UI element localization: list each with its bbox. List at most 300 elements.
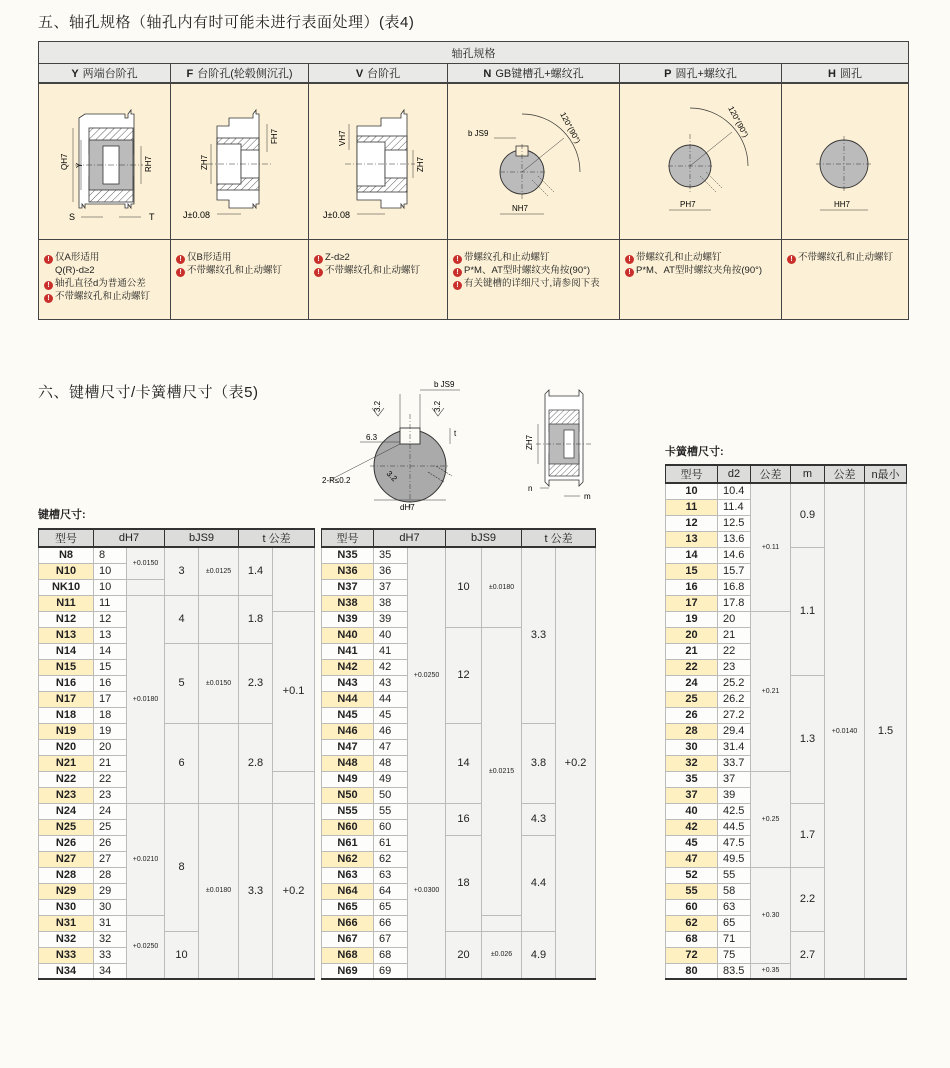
d-value: 11 (94, 595, 127, 611)
t-tolerance: +0.2 (556, 547, 596, 979)
model-cell: N35 (322, 547, 374, 563)
model-cell: 80 (666, 963, 718, 979)
model-cell: 45 (666, 835, 718, 851)
d6-r32c: 3.2 (384, 469, 399, 484)
d2-value: 25.2 (718, 675, 751, 691)
table-row (322, 931, 596, 947)
d-value: 21 (94, 755, 127, 771)
v-j-label: J±0.08 (323, 209, 350, 220)
b-value: 10 (165, 931, 199, 979)
model-cell: N39 (322, 611, 374, 627)
diagram-y (39, 83, 171, 240)
bore-type-name: GB键槽孔+螺纹孔 (495, 67, 584, 80)
table-row (666, 483, 907, 499)
note-text: 不带螺纹孔和止动螺钉 (55, 290, 151, 302)
note-text: 仅B形适用 (187, 251, 232, 263)
d2-value: 21 (718, 627, 751, 643)
note-line (453, 264, 616, 277)
diagram-v (309, 83, 448, 240)
bore-type-name: 圆孔+螺纹孔 (675, 67, 737, 80)
warning-icon: ! (625, 268, 634, 277)
d-tolerance: +0.0250 (127, 915, 165, 979)
diagram-f (171, 83, 309, 240)
keyway-table-left (38, 528, 315, 980)
model-cell: N18 (39, 707, 94, 723)
v-vh-label: VH7 (338, 129, 347, 146)
bore-type-code: N (483, 67, 492, 80)
note-line (787, 251, 905, 264)
note-text: 不带螺纹孔和止动螺钉 (187, 264, 283, 276)
d2-tolerance: +0.21 (751, 611, 791, 771)
b-tolerance (199, 723, 239, 803)
bore-type-code: H (828, 67, 836, 80)
table-row (322, 835, 596, 851)
model-cell: N64 (322, 883, 374, 899)
b-tolerance (199, 595, 239, 643)
column-header: dH7 (94, 529, 165, 547)
d6-n: n (528, 484, 533, 493)
note-line (314, 264, 444, 277)
b-value: 8 (165, 803, 199, 931)
model-cell: 22 (666, 659, 718, 675)
column-header: n最小 (865, 465, 907, 483)
note-text: 轴孔直径d为普通公差 (55, 277, 146, 289)
model-cell: 32 (666, 755, 718, 771)
d-value: 40 (374, 627, 408, 643)
t-value: 4.3 (522, 803, 556, 835)
bore-type-name: 两端台阶孔 (82, 67, 138, 80)
d-value: 27 (94, 851, 127, 867)
column-header: bJS9 (446, 529, 522, 547)
bore-type-code: F (186, 67, 194, 80)
d-value: 44 (374, 691, 408, 707)
t-tolerance: +0.2 (273, 803, 315, 979)
d-value: 45 (374, 707, 408, 723)
model-cell: 24 (666, 675, 718, 691)
note-line (625, 251, 778, 264)
bore-notes-p (620, 239, 782, 319)
warning-icon: ! (44, 255, 53, 264)
t-value: 3.3 (522, 547, 556, 723)
model-cell: N14 (39, 643, 94, 659)
model-cell: N65 (322, 899, 374, 915)
note-line (44, 290, 167, 303)
d-value: 14 (94, 643, 127, 659)
d-value: 50 (374, 787, 408, 803)
table-row (322, 547, 596, 563)
model-cell: 55 (666, 883, 718, 899)
table-row (322, 723, 596, 739)
p-angle-label: 120°(90°) (725, 104, 750, 139)
model-cell: N41 (322, 643, 374, 659)
b-tolerance: ±0.0125 (199, 547, 239, 595)
m-value: 2.2 (791, 867, 825, 931)
b-tolerance: ±0.026 (482, 931, 522, 979)
model-cell: N19 (39, 723, 94, 739)
model-cell: 30 (666, 739, 718, 755)
d2-value: 15.7 (718, 563, 751, 579)
model-cell: N10 (39, 563, 94, 579)
d-tolerance: +0.0210 (127, 803, 165, 915)
bore-type-code: P (664, 67, 672, 80)
d2-tolerance: +0.11 (751, 483, 791, 611)
column-header: 型号 (322, 529, 374, 547)
y-s-label: S (68, 211, 75, 222)
d-value: 32 (94, 931, 127, 947)
model-cell: N23 (39, 787, 94, 803)
column-header: d2 (718, 465, 751, 483)
note-text: Z-d≥2 (325, 251, 350, 263)
t-value: 1.4 (239, 547, 273, 595)
d2-value: 47.5 (718, 835, 751, 851)
v-z-label: ZH7 (416, 156, 425, 172)
model-cell: N29 (39, 883, 94, 899)
warning-icon: ! (314, 268, 323, 277)
warning-icon: ! (453, 281, 462, 290)
section5-title: 五、轴孔规格（轴孔内有时可能未进行表面处理）(表4) (38, 14, 415, 31)
table-row (39, 803, 315, 819)
n-angle-label: 120°(90°) (557, 110, 582, 145)
y-r-label: RH7 (143, 155, 153, 172)
model-cell: 60 (666, 899, 718, 915)
bore-type-n (448, 64, 620, 83)
m-value: 2.7 (791, 931, 825, 979)
model-cell: N31 (39, 915, 94, 931)
model-cell: N68 (322, 947, 374, 963)
column-header: t 公差 (239, 529, 315, 547)
d-value: 38 (374, 595, 408, 611)
y-y-label: Y (74, 162, 84, 168)
warning-icon: ! (176, 255, 185, 264)
d2-value: 14.6 (718, 547, 751, 563)
d-value: 31 (94, 915, 127, 931)
model-cell: 28 (666, 723, 718, 739)
model-cell: N67 (322, 931, 374, 947)
diagram-n (448, 83, 620, 240)
d2-value: 29.4 (718, 723, 751, 739)
model-cell: N11 (39, 595, 94, 611)
y-q-label: QH7 (59, 153, 69, 170)
d2-value: 71 (718, 931, 751, 947)
b-value: 5 (165, 643, 199, 723)
d-value: 43 (374, 675, 408, 691)
d2-value: 44.5 (718, 819, 751, 835)
n-b-label: b JS9 (467, 128, 488, 138)
d2-value: 17.8 (718, 595, 751, 611)
bore-notes-f (171, 239, 309, 319)
model-cell: N40 (322, 627, 374, 643)
model-cell: N66 (322, 915, 374, 931)
model-cell: 10 (666, 483, 718, 499)
y-t-label: T (148, 211, 154, 222)
d-tolerance: +0.0180 (127, 595, 165, 803)
b-value: 18 (446, 835, 482, 931)
d-value: 18 (94, 707, 127, 723)
model-cell: 52 (666, 867, 718, 883)
d-value: 23 (94, 787, 127, 803)
t-value: 1.8 (239, 595, 273, 643)
model-cell: N49 (322, 771, 374, 787)
d-value: 22 (94, 771, 127, 787)
d2-value: 55 (718, 867, 751, 883)
note-line (453, 277, 616, 290)
model-cell: N43 (322, 675, 374, 691)
b-value: 4 (165, 595, 199, 643)
column-header: m (791, 465, 825, 483)
b-tolerance: ±0.0180 (199, 803, 239, 979)
table-row (39, 547, 315, 563)
note-line (625, 264, 778, 277)
column-header: t 公差 (522, 529, 596, 547)
note-text: 带螺纹孔和止动螺钉 (636, 251, 722, 263)
d-value: 26 (94, 835, 127, 851)
d-value: 65 (374, 899, 408, 915)
model-cell: N12 (39, 611, 94, 627)
d-value: 49 (374, 771, 408, 787)
section6-title: 六、键槽尺寸/卡簧槽尺寸（表5) (38, 384, 259, 401)
shaft-bore-spec-table (38, 41, 909, 320)
d-value: 25 (94, 819, 127, 835)
warning-icon: ! (787, 255, 796, 264)
model-cell: N38 (322, 595, 374, 611)
bore-type-name: 台阶孔(轮毂侧沉孔) (197, 67, 293, 80)
keyway-table-right (321, 528, 596, 980)
warning-icon: ! (314, 255, 323, 264)
model-cell: N26 (39, 835, 94, 851)
b-tolerance (482, 915, 522, 931)
model-cell: N33 (39, 947, 94, 963)
model-cell: 15 (666, 563, 718, 579)
table-row (322, 803, 596, 819)
note-text: P*M、AT型时螺纹夹角按(90°) (636, 264, 763, 276)
b-tolerance: ±0.0215 (482, 627, 522, 915)
d6-bjs9: b JS9 (434, 380, 455, 389)
model-cell: 40 (666, 803, 718, 819)
d-tolerance (127, 579, 165, 595)
d2-tolerance: +0.30 (751, 867, 791, 963)
model-cell: N13 (39, 627, 94, 643)
model-cell: N30 (39, 899, 94, 915)
bore-type-name: 台阶孔 (367, 67, 401, 80)
model-cell: N17 (39, 691, 94, 707)
bore-type-code: Y (71, 67, 79, 80)
n-n-label: NH7 (511, 203, 528, 213)
bore-type-name: 圆孔 (839, 67, 862, 80)
bore-type-y (39, 64, 171, 83)
t-value: 2.3 (239, 643, 273, 723)
d2-value: 13.6 (718, 531, 751, 547)
b-value: 14 (446, 723, 482, 803)
model-cell: N42 (322, 659, 374, 675)
d-value: 41 (374, 643, 408, 659)
diagram-p (620, 83, 782, 240)
d-value: 63 (374, 867, 408, 883)
d2-value: 65 (718, 915, 751, 931)
t-value: 2.8 (239, 723, 273, 803)
diagram-h (782, 83, 909, 240)
model-cell: 13 (666, 531, 718, 547)
model-cell: N45 (322, 707, 374, 723)
d-value: 55 (374, 803, 408, 819)
d-value: 30 (94, 899, 127, 915)
model-cell: N62 (322, 851, 374, 867)
model-cell: 25 (666, 691, 718, 707)
model-cell: N55 (322, 803, 374, 819)
note-line (44, 277, 167, 290)
model-cell: 17 (666, 595, 718, 611)
d6-r32a: 3.2 (373, 400, 382, 412)
model-cell: 19 (666, 611, 718, 627)
note-line (176, 264, 305, 277)
note-line (176, 251, 305, 264)
d-value: 12 (94, 611, 127, 627)
model-cell: N46 (322, 723, 374, 739)
model-cell: N32 (39, 931, 94, 947)
d2-value: 33.7 (718, 755, 751, 771)
b-value: 10 (446, 547, 482, 627)
d2-value: 27.2 (718, 707, 751, 723)
model-cell: N47 (322, 739, 374, 755)
d2-value: 75 (718, 947, 751, 963)
d6-d: dH7 (400, 503, 415, 512)
model-cell: NK10 (39, 579, 94, 595)
model-cell: N24 (39, 803, 94, 819)
warning-icon: ! (625, 255, 634, 264)
d-value: 66 (374, 915, 408, 931)
d2-value: 10.4 (718, 483, 751, 499)
note-line (44, 251, 167, 264)
model-cell: N50 (322, 787, 374, 803)
model-cell: N69 (322, 963, 374, 979)
model-cell: N16 (39, 675, 94, 691)
t-value: 4.9 (522, 931, 556, 979)
d2-value: 58 (718, 883, 751, 899)
model-cell: N44 (322, 691, 374, 707)
d-value: 47 (374, 739, 408, 755)
model-cell: N25 (39, 819, 94, 835)
column-header: dH7 (374, 529, 446, 547)
d2-value: 12.5 (718, 515, 751, 531)
note-text: 不带螺纹孔和止动螺钉 (798, 251, 894, 263)
model-cell: 42 (666, 819, 718, 835)
note-line (314, 251, 444, 264)
t-value: 3.3 (239, 803, 273, 979)
note-text: 仅A形适用 (55, 251, 100, 263)
d2-value: 39 (718, 787, 751, 803)
warning-icon: ! (453, 268, 462, 277)
d-value: 34 (94, 963, 127, 979)
d6-r32b: 3.2 (433, 400, 442, 412)
d-value: 10 (94, 563, 127, 579)
b-value: 16 (446, 803, 482, 835)
model-cell: 11 (666, 499, 718, 515)
m-tolerance: +0.0140 (825, 483, 865, 979)
bore-notes-n (448, 239, 620, 319)
bore-type-f (171, 64, 309, 83)
keyway-label: 键槽尺寸: (38, 509, 86, 521)
bore-type-code: V (355, 67, 364, 80)
d-value: 24 (94, 803, 127, 819)
d-tolerance: +0.0300 (408, 803, 446, 979)
circlip-label: 卡簧槽尺寸: (665, 446, 724, 458)
b-value: 20 (446, 931, 482, 979)
model-cell: N37 (322, 579, 374, 595)
model-cell: N28 (39, 867, 94, 883)
bore-type-v (309, 64, 448, 83)
d2-value: 22 (718, 643, 751, 659)
note-line (44, 264, 167, 277)
b-value: 12 (446, 627, 482, 723)
model-cell: N21 (39, 755, 94, 771)
d-value: 69 (374, 963, 408, 979)
model-cell: N22 (39, 771, 94, 787)
d2-value: 37 (718, 771, 751, 787)
table-header-row (666, 465, 907, 483)
model-cell: 26 (666, 707, 718, 723)
t-tolerance (273, 771, 315, 803)
d-value: 46 (374, 723, 408, 739)
d-value: 8 (94, 547, 127, 563)
d2-value: 26.2 (718, 691, 751, 707)
b-value: 6 (165, 723, 199, 803)
f-j-label: J±0.08 (182, 209, 210, 220)
model-cell: N48 (322, 755, 374, 771)
h-h-label: HH7 (834, 199, 851, 209)
t-value: 4.4 (522, 835, 556, 931)
model-cell: N63 (322, 867, 374, 883)
d6-r63: 6.3 (366, 433, 378, 442)
b-tolerance: ±0.0150 (199, 643, 239, 723)
model-cell: 47 (666, 851, 718, 867)
p-p-label: PH7 (679, 199, 696, 209)
model-cell: 68 (666, 931, 718, 947)
d2-value: 20 (718, 611, 751, 627)
model-cell: N61 (322, 835, 374, 851)
d2-value: 42.5 (718, 803, 751, 819)
model-cell: N20 (39, 739, 94, 755)
d-value: 15 (94, 659, 127, 675)
column-header: 公差 (825, 465, 865, 483)
table-header-row (322, 529, 596, 547)
model-cell: N8 (39, 547, 94, 563)
d-value: 36 (374, 563, 408, 579)
m-value: 1.3 (791, 675, 825, 803)
d-value: 33 (94, 947, 127, 963)
d-value: 48 (374, 755, 408, 771)
d-value: 10 (94, 579, 127, 595)
column-header: 型号 (666, 465, 718, 483)
d-value: 62 (374, 851, 408, 867)
model-cell: 14 (666, 547, 718, 563)
f-fh-label: FH7 (269, 128, 279, 144)
d-value: 37 (374, 579, 408, 595)
d-value: 35 (374, 547, 408, 563)
d6-zh7: ZH7 (525, 434, 534, 450)
d-value: 13 (94, 627, 127, 643)
warning-icon: ! (453, 255, 462, 264)
t-tolerance (273, 547, 315, 611)
keyway-diagram (300, 374, 610, 514)
d2-tolerance: +0.35 (751, 963, 791, 979)
model-cell: 21 (666, 643, 718, 659)
column-header: bJS9 (165, 529, 239, 547)
d2-value: 23 (718, 659, 751, 675)
warning-icon: ! (176, 268, 185, 277)
note-text: P*M、AT型时螺纹夹角按(90°) (464, 264, 591, 276)
d2-value: 16.8 (718, 579, 751, 595)
model-cell: 16 (666, 579, 718, 595)
d-tolerance: +0.0150 (127, 547, 165, 579)
